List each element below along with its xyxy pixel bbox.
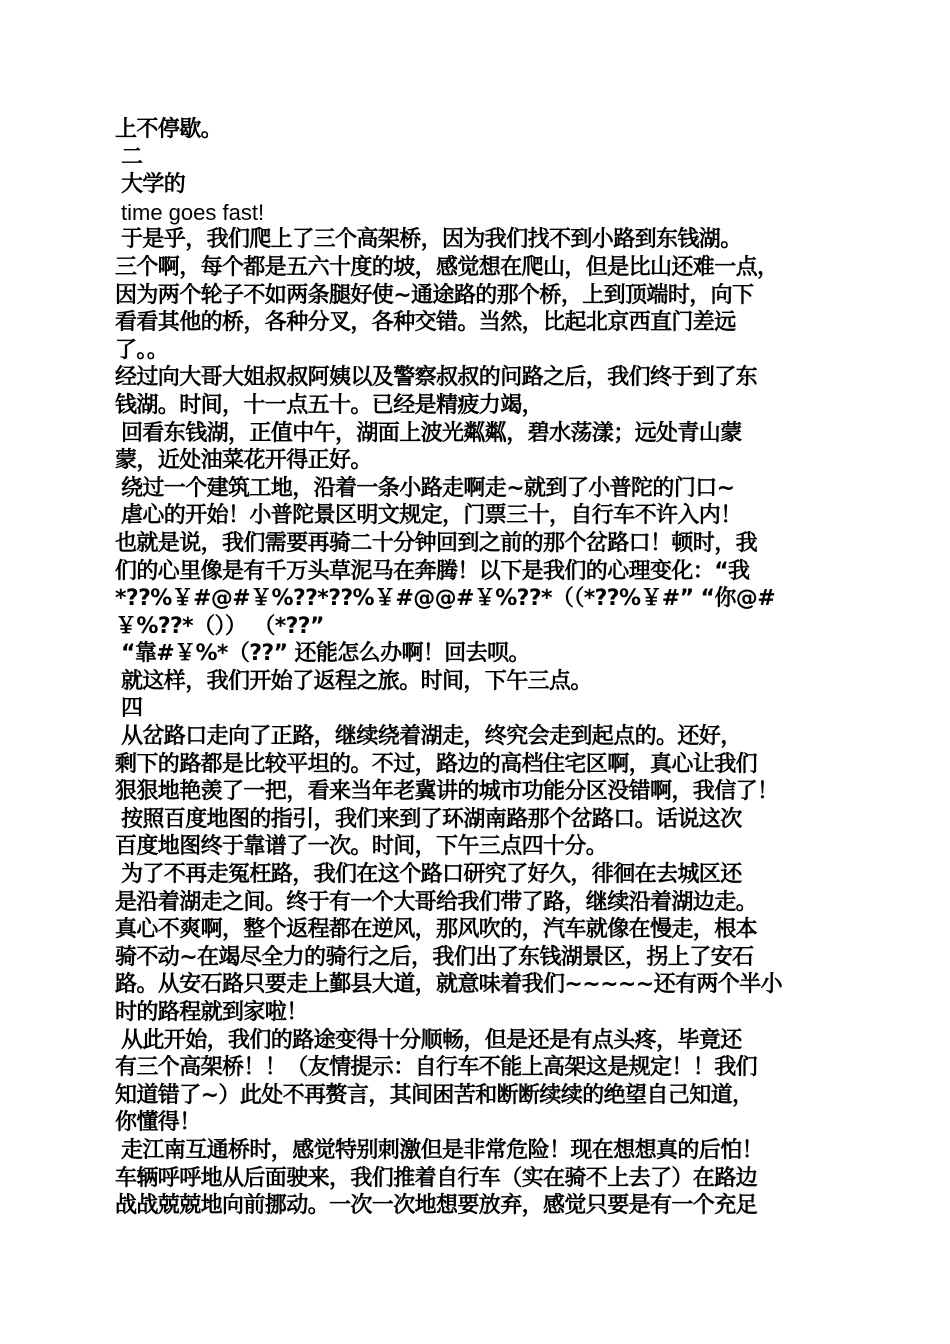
text-line: 车辆呼呼地从后面驶来，我们推着自行车（实在骑不上去了）在路边 — [115, 1165, 758, 1191]
text-line: 按照百度地图的指引，我们来到了环湖南路那个岔路口。话说这次 — [121, 806, 742, 832]
text-line: 时的路程就到家啦！ — [115, 1000, 308, 1025]
document-page — [115, 116, 845, 1220]
text-line: 是沿着湖走之间。终于有一个大哥给我们带了路，继续沿着湖边走。 — [115, 889, 758, 915]
text-line: 也就是说，我们需要再骑二十分钟回到之前的那个岔路口！顿时，我 — [115, 530, 758, 556]
text-line: 就这样，我们开始了返程之旅。时间，下午三点。 — [121, 668, 592, 694]
text-line: 绕过一个建筑工地，沿着一条小路走啊走~就到了小普陀的门口~ — [121, 475, 735, 501]
text-line: 狠狠地艳羡了一把，看来当年老冀讲的城市功能分区没错啊，我信了！ — [115, 779, 779, 805]
text-line: 有三个高架桥！！（友情提示：自行车不能上高架这是规定！！我们 — [115, 1055, 758, 1081]
text-line: 钱湖。时间，十一点五十。已经是精疲力竭， — [115, 392, 544, 418]
text-line: 蒙，近处油菜花开得正好。 — [115, 448, 372, 474]
text-line: 知道错了~）此处不再赘言，其间困苦和断断续续的绝望自己知道， — [115, 1082, 754, 1108]
text-line: 为了不再走冤枉路，我们在这个路口研究了好久，徘徊在去城区还 — [121, 862, 742, 888]
text-line: 回看东钱湖，正值中午，湖面上波光粼粼，碧水荡漾；远处青山蒙 — [121, 420, 742, 446]
text-line: 虐心的开始！小普陀景区明文规定，门票三十，自行车不许入内！ — [121, 503, 742, 529]
text-line: 经过向大哥大姐叔叔阿姨以及警察叔叔的问路之后，我们终于到了东 — [115, 365, 758, 391]
text-line: 大学的 — [121, 172, 186, 198]
text-line: 于是乎，我们爬上了三个高架桥，因为我们找不到小路到东钱湖。 — [121, 227, 742, 253]
text-line: 看看其他的桥，各种分叉，各种交错。当然，比起北京西直门差远 — [115, 310, 736, 336]
text-line: 二 — [121, 144, 143, 170]
text-line: 们的心里像是有千万头草泥马在奔腾！以下是我们的心理变化：“我 — [115, 558, 750, 584]
text-line: 三个啊，每个都是五六十度的坡，感觉想在爬山，但是比山还难一点， — [115, 254, 779, 280]
text-line: ￥%??*（）） （*??” — [115, 613, 324, 639]
text-line: 战战兢兢地向前挪动。一次一次地想要放弃，感觉只要是有一个充足 — [115, 1193, 758, 1219]
text-line: 四 — [121, 696, 143, 722]
text-line: 因为两个轮子不如两条腿好使~通途路的那个桥，上到顶端时，向下 — [115, 282, 754, 308]
text-line: 百度地图终于靠谱了一次。时间，下午三点四十分。 — [115, 834, 608, 860]
text-line: 了。。 — [115, 337, 169, 363]
text-line: 骑不动~在竭尽全力的骑行之后，我们出了东钱湖景区，拐上了安石 — [115, 944, 754, 970]
text-line: 从岔路口走向了正路，继续绕着湖走，终究会走到起点的。还好， — [121, 724, 742, 750]
text-line: 你懂得！ — [115, 1110, 201, 1136]
text-line: time goes fast! — [121, 199, 265, 225]
text-line: “靠#￥%*（??” 还能怎么办啊！回去呗。 — [121, 641, 530, 667]
text-line: 从此开始，我们的路途变得十分顺畅，但是还是有点头疼，毕竟还 — [121, 1027, 742, 1053]
text-line: 剩下的路都是比较平坦的。不过，路边的高档住宅区啊，真心让我们 — [115, 751, 758, 777]
text-line: 上不停歇。 — [115, 117, 223, 142]
text-line: 路。从安石路只要走上鄞县大道，就意味着我们~~~~~还有两个半小 — [115, 972, 782, 998]
text-line: 走江南互通桥时，感觉特别刺激但是非常危险！现在想想真的后怕！ — [121, 1137, 764, 1163]
text-line: 真心不爽啊，整个返程都在逆风，那风吹的，汽车就像在慢走，根本 — [115, 917, 758, 943]
text-line: *??%￥#@#￥%??*??%￥#@@#￥%??*（（*??%￥#” “你@# — [115, 586, 776, 612]
